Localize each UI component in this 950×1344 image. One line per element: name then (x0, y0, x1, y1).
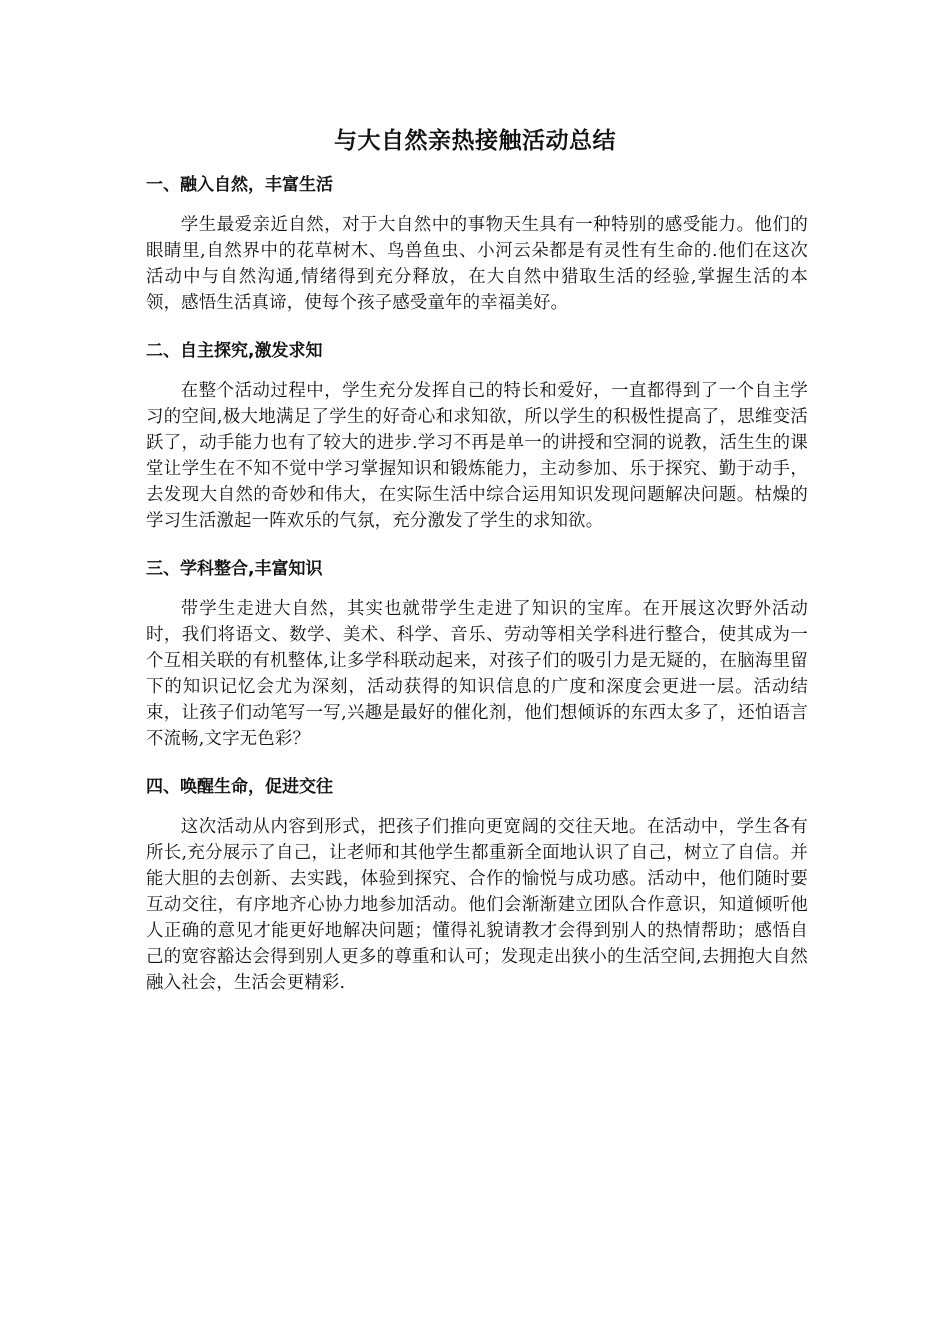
document-body (146, 172, 808, 1018)
section-paragraph: 学生最爱亲近自然，对于大自然中的事物天生具有一种特别的感受能力。他们的眼睛里,自然界中的花草树木、鸟兽鱼虫、小河云朵都是有灵性有生命的.他们在这次活动中与自然沟通,情绪得到充分释放，在大自然中猎取生活的经验,掌握生活的本领，感悟生活真谛，使每个孩子感受童年的幸福美好。 (146, 215, 808, 313)
section-1 (146, 172, 808, 316)
section-heading: 三、学科整合,丰富知识 (146, 559, 323, 579)
section-heading: 二、自主探究,激发求知 (146, 341, 323, 361)
section-paragraph: 在整个活动过程中，学生充分发挥自己的特长和爱好，一直都得到了一个自主学习的空间,极大地满足了学生的好奇心和求知欲，所以学生的积极性提高了，思维变活跃了，动手能力也有了较大的进步.学习不再是单一的讲授和空洞的说教，活生生的课堂让学生在不知不觉中学习掌握知识和锻炼能力，主动参加、乐于探究、勤于动手，去发现大自然的奇妙和伟大，在实际生活中综合运用知识发现问题解决问题。枯燥的学习生活激起一阵欢乐的气氛，充分激发了学生的求知欲。 (146, 381, 808, 531)
section-4 (146, 774, 808, 996)
section-2 (146, 338, 808, 534)
section-paragraph: 这次活动从内容到形式，把孩子们推向更宽阔的交往天地。在活动中，学生各有所长,充分展示了自己，让老师和其他学生都重新全面地认识了自己，树立了自信。并能大胆的去创新、去实践，体验到探究、合作的愉悦与成功感。活动中，他们随时要互动交往，有序地齐心协力地参加活动。他们会渐渐建立团队合作意识，知道倾听他人正确的意见才能更好地解决问题；懂得礼貌请教才会得到别人的热情帮助；感悟自己的宽容豁达会得到别人更多的尊重和认可；发现走出狭小的生活空间,去拥抱大自然融入社会，生活会更精彩. (146, 817, 808, 993)
document-title: 与大自然亲热接触活动总结 (334, 128, 616, 154)
section-heading: 四、唤醒生命，促进交往 (146, 777, 333, 797)
section-3 (146, 556, 808, 752)
section-paragraph: 带学生走进大自然，其实也就带学生走进了知识的宝库。在开展这次野外活动时，我们将语文、数学、美术、科学、音乐、劳动等相关学科进行整合，使其成为一个互相关联的有机整体,让多学科联动起来，对孩子们的吸引力是无疑的，在脑海里留下的知识记忆会尤为深刻，活动获得的知识信息的广度和深度会更进一层。活动结束，让孩子们动笔写一写,兴趣是最好的催化剂，他们想倾诉的东西太多了，还怕语言不流畅,文字无色彩？ (146, 599, 808, 749)
section-heading: 一、融入自然，丰富生活 (146, 175, 333, 195)
